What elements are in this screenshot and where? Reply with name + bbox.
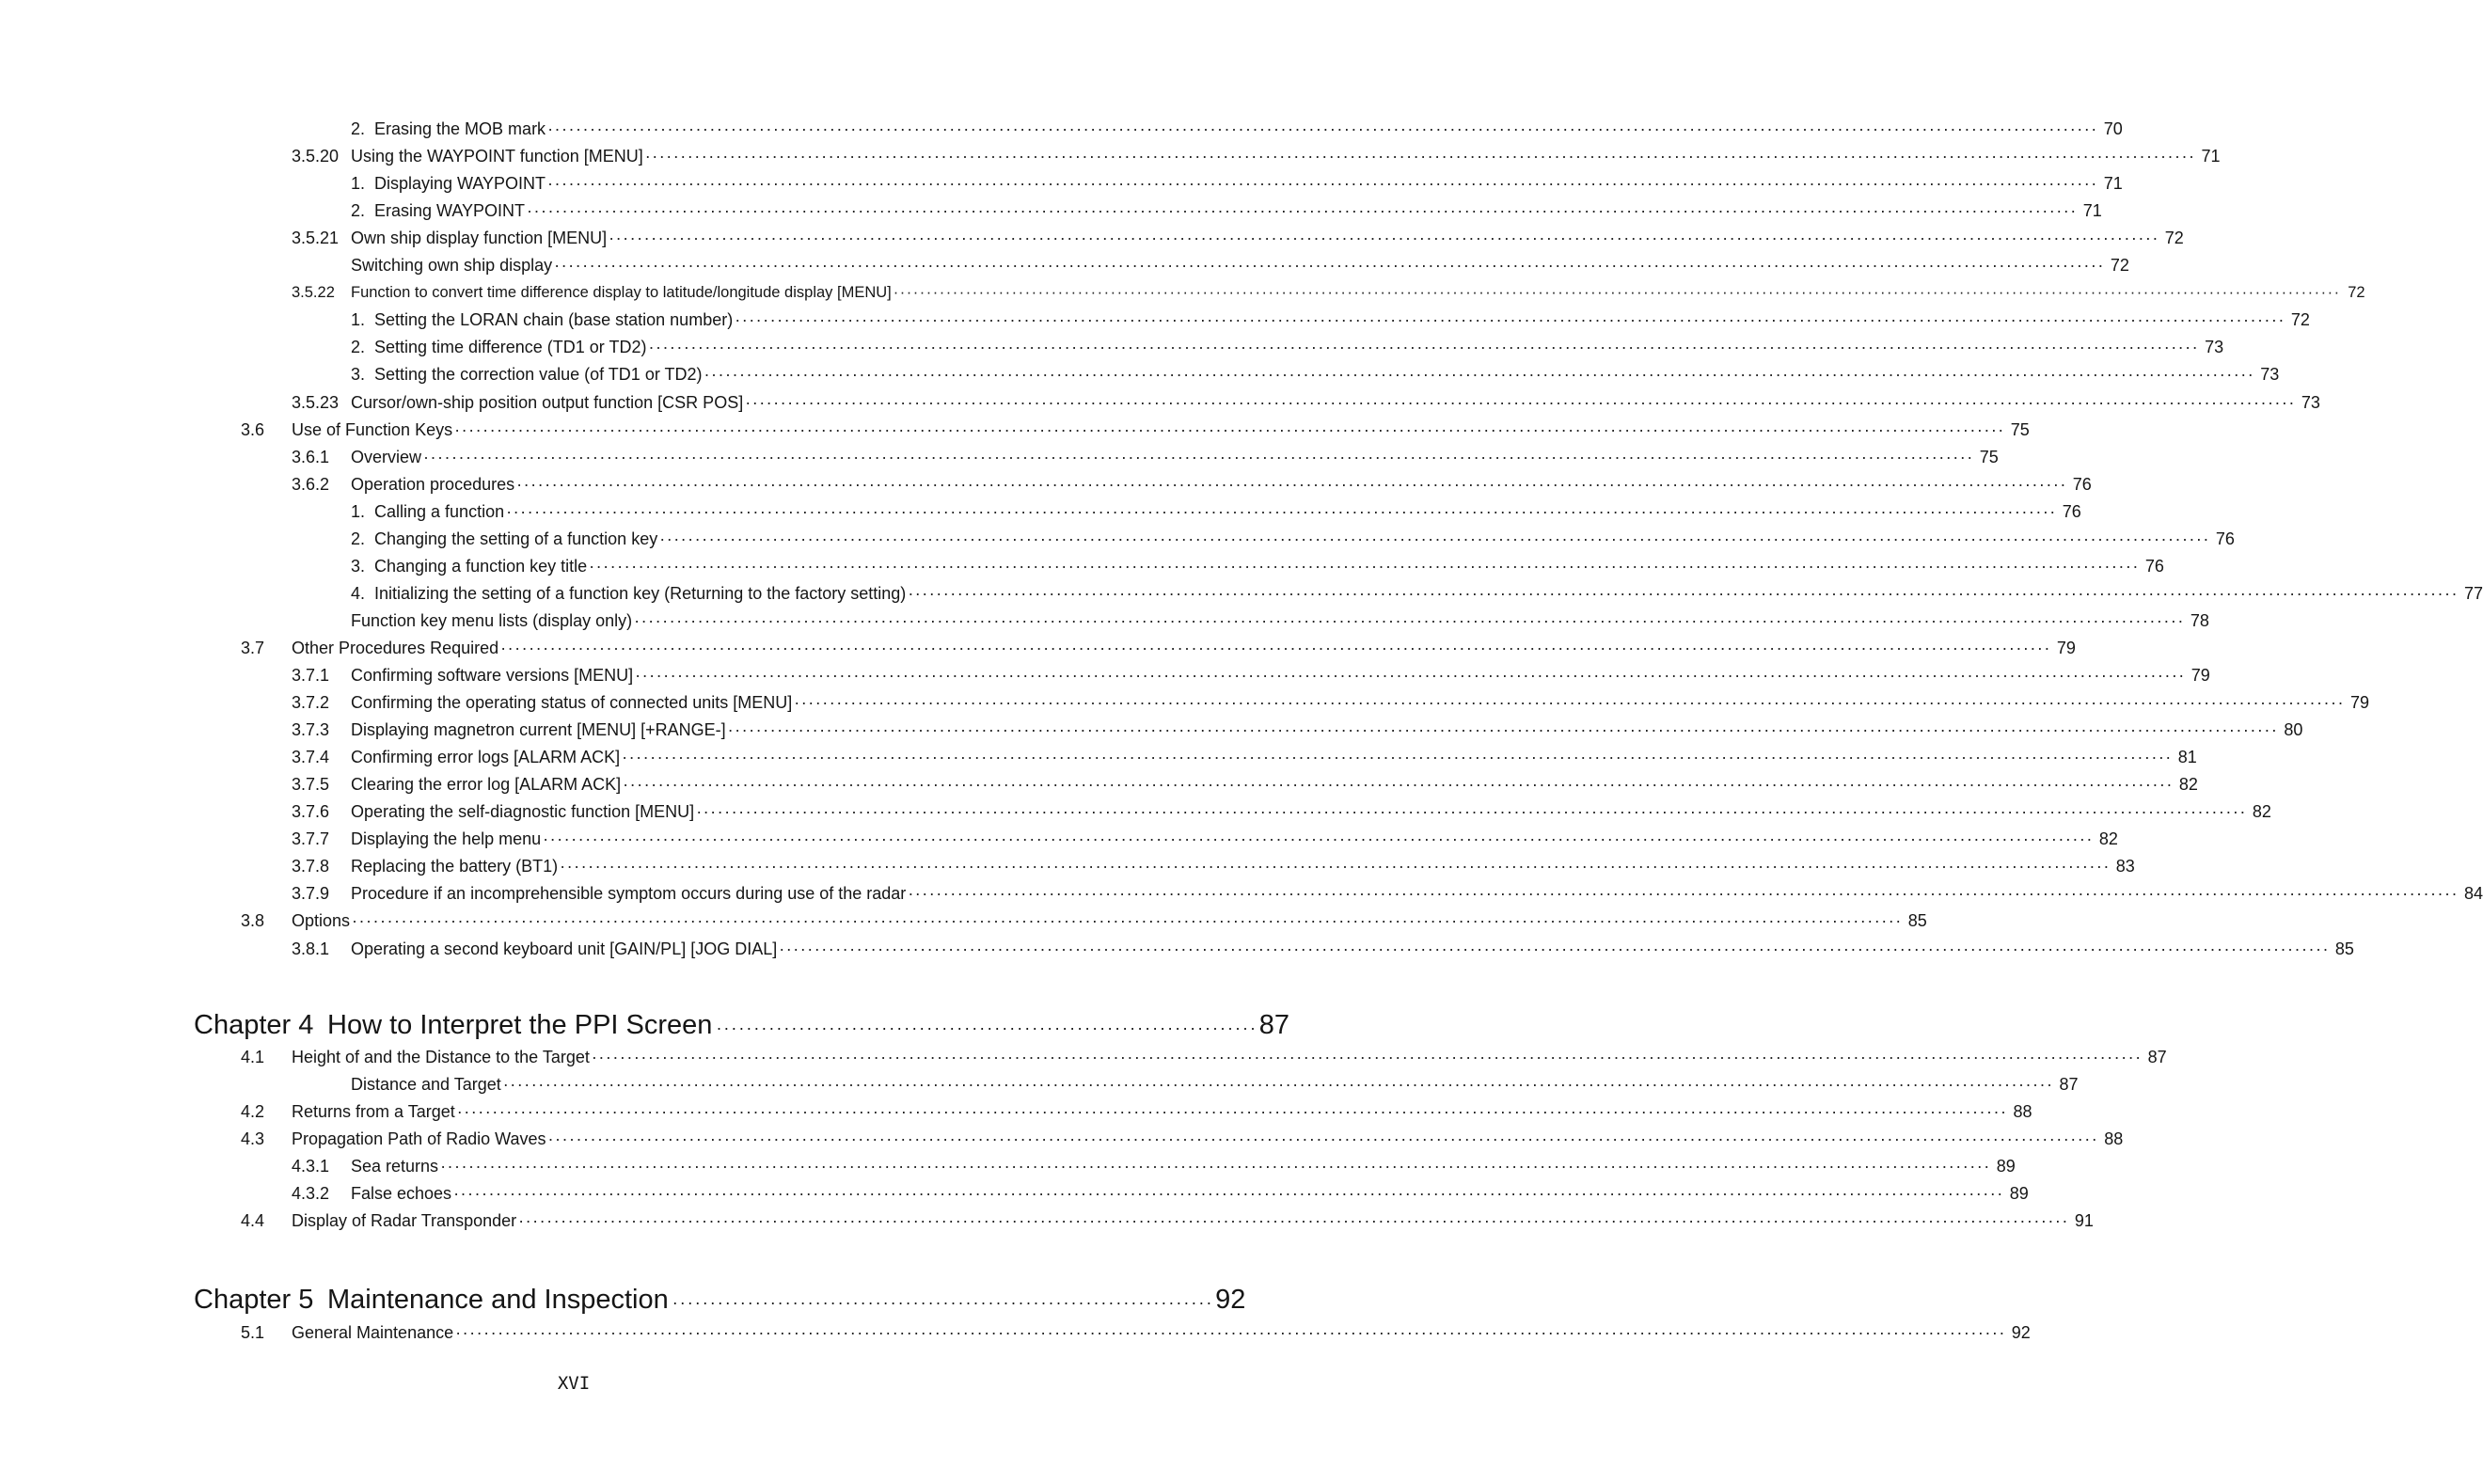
dot-leader: ···························································································································································································································· — [516, 475, 2067, 494]
toc-entry-label — [351, 608, 2209, 635]
toc-entry-title: Confirming the operating status of connected units [MENU] — [351, 693, 793, 712]
toc-entry-page: 80 — [2284, 720, 2303, 739]
dot-leader: ···························································································································································································································· — [560, 857, 2111, 876]
toc-entry-page: 76 — [2215, 529, 2235, 548]
toc-entry-number: 3.6.1 — [292, 448, 330, 466]
toc-entry-label — [351, 471, 2092, 498]
toc-entry-title: Operation procedures — [351, 475, 515, 494]
toc-entry-page: 71 — [2201, 147, 2221, 166]
toc-entry[interactable] — [0, 635, 2076, 662]
toc-entry-page: 70 — [2103, 119, 2123, 138]
toc-entry[interactable] — [0, 170, 2123, 197]
toc-entry-number: 4. — [351, 584, 366, 603]
toc-entry[interactable] — [0, 580, 2483, 608]
toc-entry[interactable] — [0, 1126, 2124, 1153]
toc-entry-title: Changing a function key title — [374, 557, 588, 576]
toc-entry-title: Displaying WAYPOINT — [374, 174, 546, 193]
toc-entry[interactable] — [0, 662, 2210, 689]
toc-entry[interactable] — [0, 498, 2081, 526]
toc-entry-page: 82 — [2252, 802, 2271, 821]
dot-leader: ···························································································································································································································· — [635, 666, 2186, 685]
toc-entry-number: 4.2 — [241, 1102, 265, 1121]
toc-entry-label — [351, 771, 2198, 798]
toc-entry-label — [351, 853, 2135, 880]
toc-entry-page: 72 — [2110, 256, 2129, 275]
dot-leader: ···························································································································································································································· — [696, 802, 2247, 821]
dot-leader: ···························································································································································································································· — [735, 310, 2285, 329]
dot-leader: ···························································································································································································································· — [745, 393, 2296, 412]
toc-entry-number: 3.7.9 — [292, 884, 330, 903]
dot-leader: ········································································ — [716, 1018, 1258, 1037]
toc-entry-label — [374, 526, 2235, 553]
toc-entry-title: Confirming software versions [MENU] — [351, 666, 634, 685]
toc-entry[interactable] — [0, 798, 2271, 826]
toc-entry-number: 3.5.22 — [292, 284, 335, 301]
toc-entry-page: 82 — [2178, 775, 2198, 794]
toc-entry-page: 84 — [2464, 884, 2483, 903]
toc-entry[interactable] — [0, 608, 2209, 635]
toc-entry-page: 71 — [2082, 201, 2102, 220]
toc-entry[interactable] — [0, 936, 2354, 963]
toc-entry[interactable] — [0, 553, 2164, 580]
toc-entry-number: 2. — [351, 119, 366, 138]
dot-leader: ···························································································································································································································· — [794, 693, 2345, 712]
toc-entry-label — [374, 334, 2224, 361]
toc-entry-page: 81 — [2177, 748, 2197, 766]
toc-entry-title: Cursor/own-ship position output function [CSR POS] — [351, 393, 744, 412]
toc-entry[interactable] — [0, 744, 2197, 771]
dot-leader: ···························································································································································································································· — [554, 256, 2105, 275]
toc-entry-page: 76 — [2062, 502, 2081, 521]
toc-entry-number: 3.7 — [241, 639, 265, 657]
toc-entry[interactable] — [0, 1153, 2016, 1180]
toc-entry[interactable] — [0, 417, 2030, 444]
toc-entry-page: 87 — [2059, 1075, 2079, 1094]
toc-entry-number: 5.1 — [241, 1323, 265, 1342]
toc-entry-page: 92 — [2011, 1323, 2031, 1342]
toc-entry[interactable] — [0, 826, 2118, 853]
toc-entry-page: 76 — [2072, 475, 2092, 494]
dot-leader: ········································································ — [672, 1293, 1214, 1312]
chapter-title: Maintenance and Inspection — [327, 1285, 669, 1315]
toc-entry[interactable] — [0, 1071, 2079, 1098]
toc-entry[interactable] — [0, 279, 2365, 307]
toc-entry-label — [374, 170, 2123, 197]
toc-entry-title: Erasing WAYPOINT — [374, 201, 526, 220]
toc-entry[interactable] — [0, 116, 2123, 143]
toc-entry-page: 72 — [2164, 229, 2184, 247]
dot-leader: ···························································································································································································································· — [547, 1129, 2099, 1148]
toc-entry-page: 78 — [2190, 611, 2209, 630]
dot-leader: ···························································································································································································································· — [454, 420, 2005, 439]
toc-entry-number: 3.7.6 — [292, 802, 330, 821]
toc-entry-page: 72 — [2290, 310, 2310, 329]
toc-entry-page: 73 — [2260, 365, 2280, 384]
toc-entry-label — [351, 798, 2271, 826]
toc-entry-number: 3.7.5 — [292, 775, 330, 794]
toc-entry-number: 4.4 — [241, 1211, 265, 1230]
toc-entry-number: 1. — [351, 502, 366, 521]
toc-entry-number: 3.8 — [241, 911, 265, 930]
toc-entry-title: Other Procedures Required — [292, 639, 499, 657]
toc-entry-title: Height of and the Distance to the Target — [292, 1048, 590, 1066]
toc-entry-page: 73 — [2205, 338, 2224, 356]
toc-entry-page: 82 — [2098, 829, 2118, 848]
toc-entry-title: Switching own ship display — [351, 256, 553, 275]
toc-entry[interactable] — [0, 361, 2280, 388]
dot-leader: ···························································································································································································································· — [659, 529, 2210, 548]
toc-entry-title: Propagation Path of Radio Waves — [292, 1129, 546, 1148]
toc-entry-title: Function key menu lists (display only) — [351, 611, 633, 630]
toc-entry-title: Operating a second keyboard unit [GAIN/PL] [JOG DIAL] — [351, 939, 778, 958]
toc-entry[interactable] — [0, 1208, 2094, 1235]
toc-entry[interactable] — [0, 389, 2320, 417]
toc-entry-number: 3.7.2 — [292, 693, 330, 712]
toc-entry[interactable] — [0, 307, 2310, 334]
toc-entry[interactable] — [0, 471, 2092, 498]
toc-entry-label — [374, 361, 2280, 388]
toc-entry-label — [351, 1071, 2079, 1098]
toc-entry-title: Own ship display function [MENU] — [351, 229, 608, 247]
toc-entry-number: 3.7.7 — [292, 829, 330, 848]
toc-entry-page: 89 — [2009, 1184, 2029, 1203]
toc-entry-title: Displaying the help menu — [351, 829, 542, 848]
dot-leader: ···························································································································································································································· — [648, 338, 2200, 356]
dot-leader: ···························································································································································································································· — [527, 201, 2078, 220]
toc-entry-label — [292, 1208, 2094, 1235]
dot-leader: ···························································································································································································································· — [908, 884, 2459, 903]
toc-entry-number: 3.7.8 — [292, 857, 330, 876]
dot-leader: ···························································································································································································································· — [908, 584, 2459, 603]
toc-entry-label — [374, 116, 2123, 143]
dot-leader: ···························································································································································································································· — [622, 748, 2173, 766]
toc-entry-title: Sea returns — [351, 1157, 439, 1176]
dot-leader: ···························································································································································································································· — [543, 829, 2094, 848]
toc-entry[interactable] — [0, 252, 2129, 279]
toc-entry-page: 89 — [1996, 1157, 2016, 1176]
dot-leader: ···························································································································································································································· — [644, 147, 2196, 166]
toc-entry-label — [292, 1098, 2032, 1126]
toc-entry[interactable] — [0, 908, 1927, 935]
toc-entry-number: 3.6.2 — [292, 475, 330, 494]
dot-leader: ···························································································································································································································· — [440, 1157, 1991, 1176]
chapter-title: How to Interpret the PPI Screen — [327, 1010, 713, 1040]
dot-leader: ···························································································································································································································· — [423, 448, 1974, 466]
dot-leader: ···························································································································································································································· — [727, 720, 2279, 739]
toc-entry-title: Operating the self-diagnostic function [MENU] — [351, 802, 695, 821]
toc-entry-label — [292, 635, 2076, 662]
toc-entry-title: Setting the LORAN chain (base station number) — [374, 310, 734, 329]
dot-leader: ···························································································································································································································· — [893, 284, 2341, 301]
toc-entry-page: 75 — [2010, 420, 2030, 439]
chapter-number: Chapter 5 — [194, 1285, 314, 1315]
chapter-page-number: 87 — [1258, 1010, 1290, 1040]
dot-leader: ···························································································································································································································· — [634, 611, 2185, 630]
toc-entry-page: 79 — [2349, 693, 2369, 712]
toc-entry-page: 73 — [2301, 393, 2320, 412]
dot-leader: ···························································································································································································································· — [547, 119, 2098, 138]
toc-entry-label — [351, 444, 1999, 471]
toc-entry-title: Distance and Target — [351, 1075, 501, 1094]
toc-entry-number: 3.8.1 — [292, 939, 330, 958]
toc-entry-label — [292, 417, 2030, 444]
dot-leader: ···························································································································································································································· — [704, 365, 2255, 384]
toc-entry[interactable] — [0, 225, 2184, 252]
toc-entry-label — [351, 880, 2483, 908]
toc-entry-page: 77 — [2464, 584, 2483, 603]
chapter-number: Chapter 4 — [194, 1010, 314, 1040]
toc-entry-label — [374, 197, 2102, 225]
toc-entry[interactable] — [0, 197, 2102, 225]
toc-entry-title: Use of Function Keys — [292, 420, 453, 439]
toc-entry-number: 4.3 — [241, 1129, 265, 1148]
toc-entry[interactable] — [0, 880, 2483, 908]
toc-entry-title: General Maintenance — [292, 1323, 454, 1342]
toc-entry-page: 91 — [2074, 1211, 2094, 1230]
chapter-5-heading[interactable] — [194, 1281, 1246, 1318]
toc-entry-number: 2. — [351, 201, 366, 220]
toc-entry-label — [351, 1180, 2029, 1208]
toc-entry-number: 4.1 — [241, 1048, 265, 1066]
toc-entry-number: 3. — [351, 365, 366, 384]
toc-entry[interactable] — [0, 1044, 2167, 1071]
toc-entry-number: 3.7.1 — [292, 666, 330, 685]
toc-entry-label — [374, 498, 2081, 526]
dot-leader: ···························································································································································································································· — [455, 1323, 2006, 1342]
toc-entry-page: 79 — [2190, 666, 2210, 685]
dot-leader: ···························································································································································································································· — [591, 1048, 2143, 1066]
toc-entry-page: 72 — [2348, 284, 2365, 301]
toc-entry-number: 3.6 — [241, 420, 265, 439]
toc-entry-number: 1. — [351, 174, 366, 193]
toc-entry[interactable] — [0, 689, 2369, 717]
toc-entry-number: 3.7.4 — [292, 748, 330, 766]
toc-entry-label — [351, 225, 2184, 252]
toc-entry-title: False echoes — [351, 1184, 452, 1203]
toc-entry-title: Returns from a Target — [292, 1102, 455, 1121]
toc-entry[interactable] — [0, 1319, 2031, 1347]
toc-entry-page: 85 — [2334, 939, 2354, 958]
toc-entry-number: 2. — [351, 338, 366, 356]
toc-entry-page: 88 — [2104, 1129, 2124, 1148]
toc-entry-title: Using the WAYPOINT function [MENU] — [351, 147, 643, 166]
dot-leader: ···························································································································································································································· — [779, 939, 2330, 958]
dot-leader: ···························································································································································································································· — [609, 229, 2159, 247]
dot-leader: ···························································································································································································································· — [500, 639, 2051, 657]
toc-entry[interactable] — [0, 444, 1999, 471]
toc-entry[interactable] — [0, 853, 2135, 880]
toc-entry-label — [351, 936, 2354, 963]
toc-entry-label — [351, 389, 2320, 417]
dot-leader: ···························································································································································································································· — [589, 557, 2140, 576]
toc-entry-title: Procedure if an incomprehensible symptom occurs during use of the radar — [351, 884, 907, 903]
toc-entry-title: Options — [292, 911, 351, 930]
chapter-page-number: 92 — [1215, 1285, 1246, 1315]
toc-entry-number: 2. — [351, 529, 366, 548]
chapter-4-heading[interactable] — [194, 1006, 1290, 1044]
toc-entry-page: 75 — [1979, 448, 1999, 466]
toc-entry-title: Erasing the MOB mark — [374, 119, 546, 138]
toc-entry-number: 4.3.1 — [292, 1157, 330, 1176]
dot-leader: ···························································································································································································································· — [518, 1211, 2069, 1230]
toc-entry-label — [374, 580, 2483, 608]
toc-entry-title: Replacing the battery (BT1) — [351, 857, 559, 876]
toc-entry-label — [351, 689, 2369, 717]
toc-entry-label — [292, 1126, 2124, 1153]
toc-entry-label — [374, 307, 2310, 334]
toc-entry-title: Changing the setting of a function key — [374, 529, 658, 548]
toc-entry-page: 71 — [2103, 174, 2123, 193]
toc-entry-label — [351, 717, 2303, 744]
toc-entry-label — [351, 826, 2118, 853]
toc-entry-number: 3.7.3 — [292, 720, 330, 739]
toc-entry-label — [351, 279, 2365, 307]
toc-entry-title: Confirming error logs [ALARM ACK] — [351, 748, 621, 766]
toc-entry[interactable] — [0, 143, 2221, 170]
toc-entry-page: 79 — [2056, 639, 2076, 657]
toc-entry-label — [351, 662, 2210, 689]
toc-entry-label — [374, 553, 2164, 580]
toc-entry-label — [292, 1319, 2031, 1347]
toc-entry-title: Setting the correction value (of TD1 or TD2) — [374, 365, 703, 384]
toc-entry-title: Calling a function — [374, 502, 505, 521]
toc-entry-page: 76 — [2144, 557, 2164, 576]
dot-leader: ···························································································································································································································· — [453, 1184, 2004, 1203]
toc-entry-page: 85 — [1907, 911, 1927, 930]
toc-entry-number: 1. — [351, 310, 366, 329]
toc-entry-number: 3.5.20 — [292, 147, 340, 166]
dot-leader: ···························································································································································································································· — [623, 775, 2174, 794]
toc-entry[interactable] — [0, 1098, 2032, 1126]
dot-leader: ···························································································································································································································· — [456, 1102, 2008, 1121]
toc-entry-title: Initializing the setting of a function key (Returning to the factory setting) — [374, 584, 907, 603]
toc-entry-label — [292, 908, 1927, 935]
toc-entry-title: Clearing the error log [ALARM ACK] — [351, 775, 622, 794]
toc-entry[interactable] — [0, 526, 2235, 553]
toc-entry-label — [351, 1153, 2016, 1180]
toc-entry-title: Displaying magnetron current [MENU] [+RANGE-] — [351, 720, 726, 739]
toc-entry[interactable] — [0, 771, 2198, 798]
toc-entry-number: 4.3.2 — [292, 1184, 330, 1203]
page-number-footer: XVI — [557, 1373, 591, 1394]
toc-entry-page: 87 — [2147, 1048, 2167, 1066]
dot-leader: ···························································································································································································································· — [502, 1075, 2054, 1094]
toc-entry[interactable] — [0, 1180, 2029, 1208]
dot-leader: ···························································································································································································································· — [547, 174, 2098, 193]
toc-entry-label — [351, 252, 2129, 279]
toc-entry[interactable] — [0, 334, 2224, 361]
dot-leader: ···························································································································································································································· — [352, 911, 1903, 930]
toc-entry-label — [351, 143, 2221, 170]
toc-entry-number: 3. — [351, 557, 366, 576]
toc-entry-title: Display of Radar Transponder — [292, 1211, 517, 1230]
toc-entry[interactable] — [0, 717, 2303, 744]
toc-entry-title: Overview — [351, 448, 422, 466]
toc-entry-label — [351, 744, 2197, 771]
toc-entry-number: 3.5.23 — [292, 393, 340, 412]
toc-entry-page: 88 — [2013, 1102, 2032, 1121]
dot-leader: ···························································································································································································································· — [506, 502, 2057, 521]
toc-entry-title: Setting time difference (TD1 or TD2) — [374, 338, 647, 356]
toc-entry-label — [292, 1044, 2167, 1071]
toc-entry-page: 83 — [2115, 857, 2135, 876]
toc-entry-number: 3.5.21 — [292, 229, 340, 247]
toc-entry-title: Function to convert time difference display to latitude/longitude display [MENU] — [351, 284, 892, 301]
